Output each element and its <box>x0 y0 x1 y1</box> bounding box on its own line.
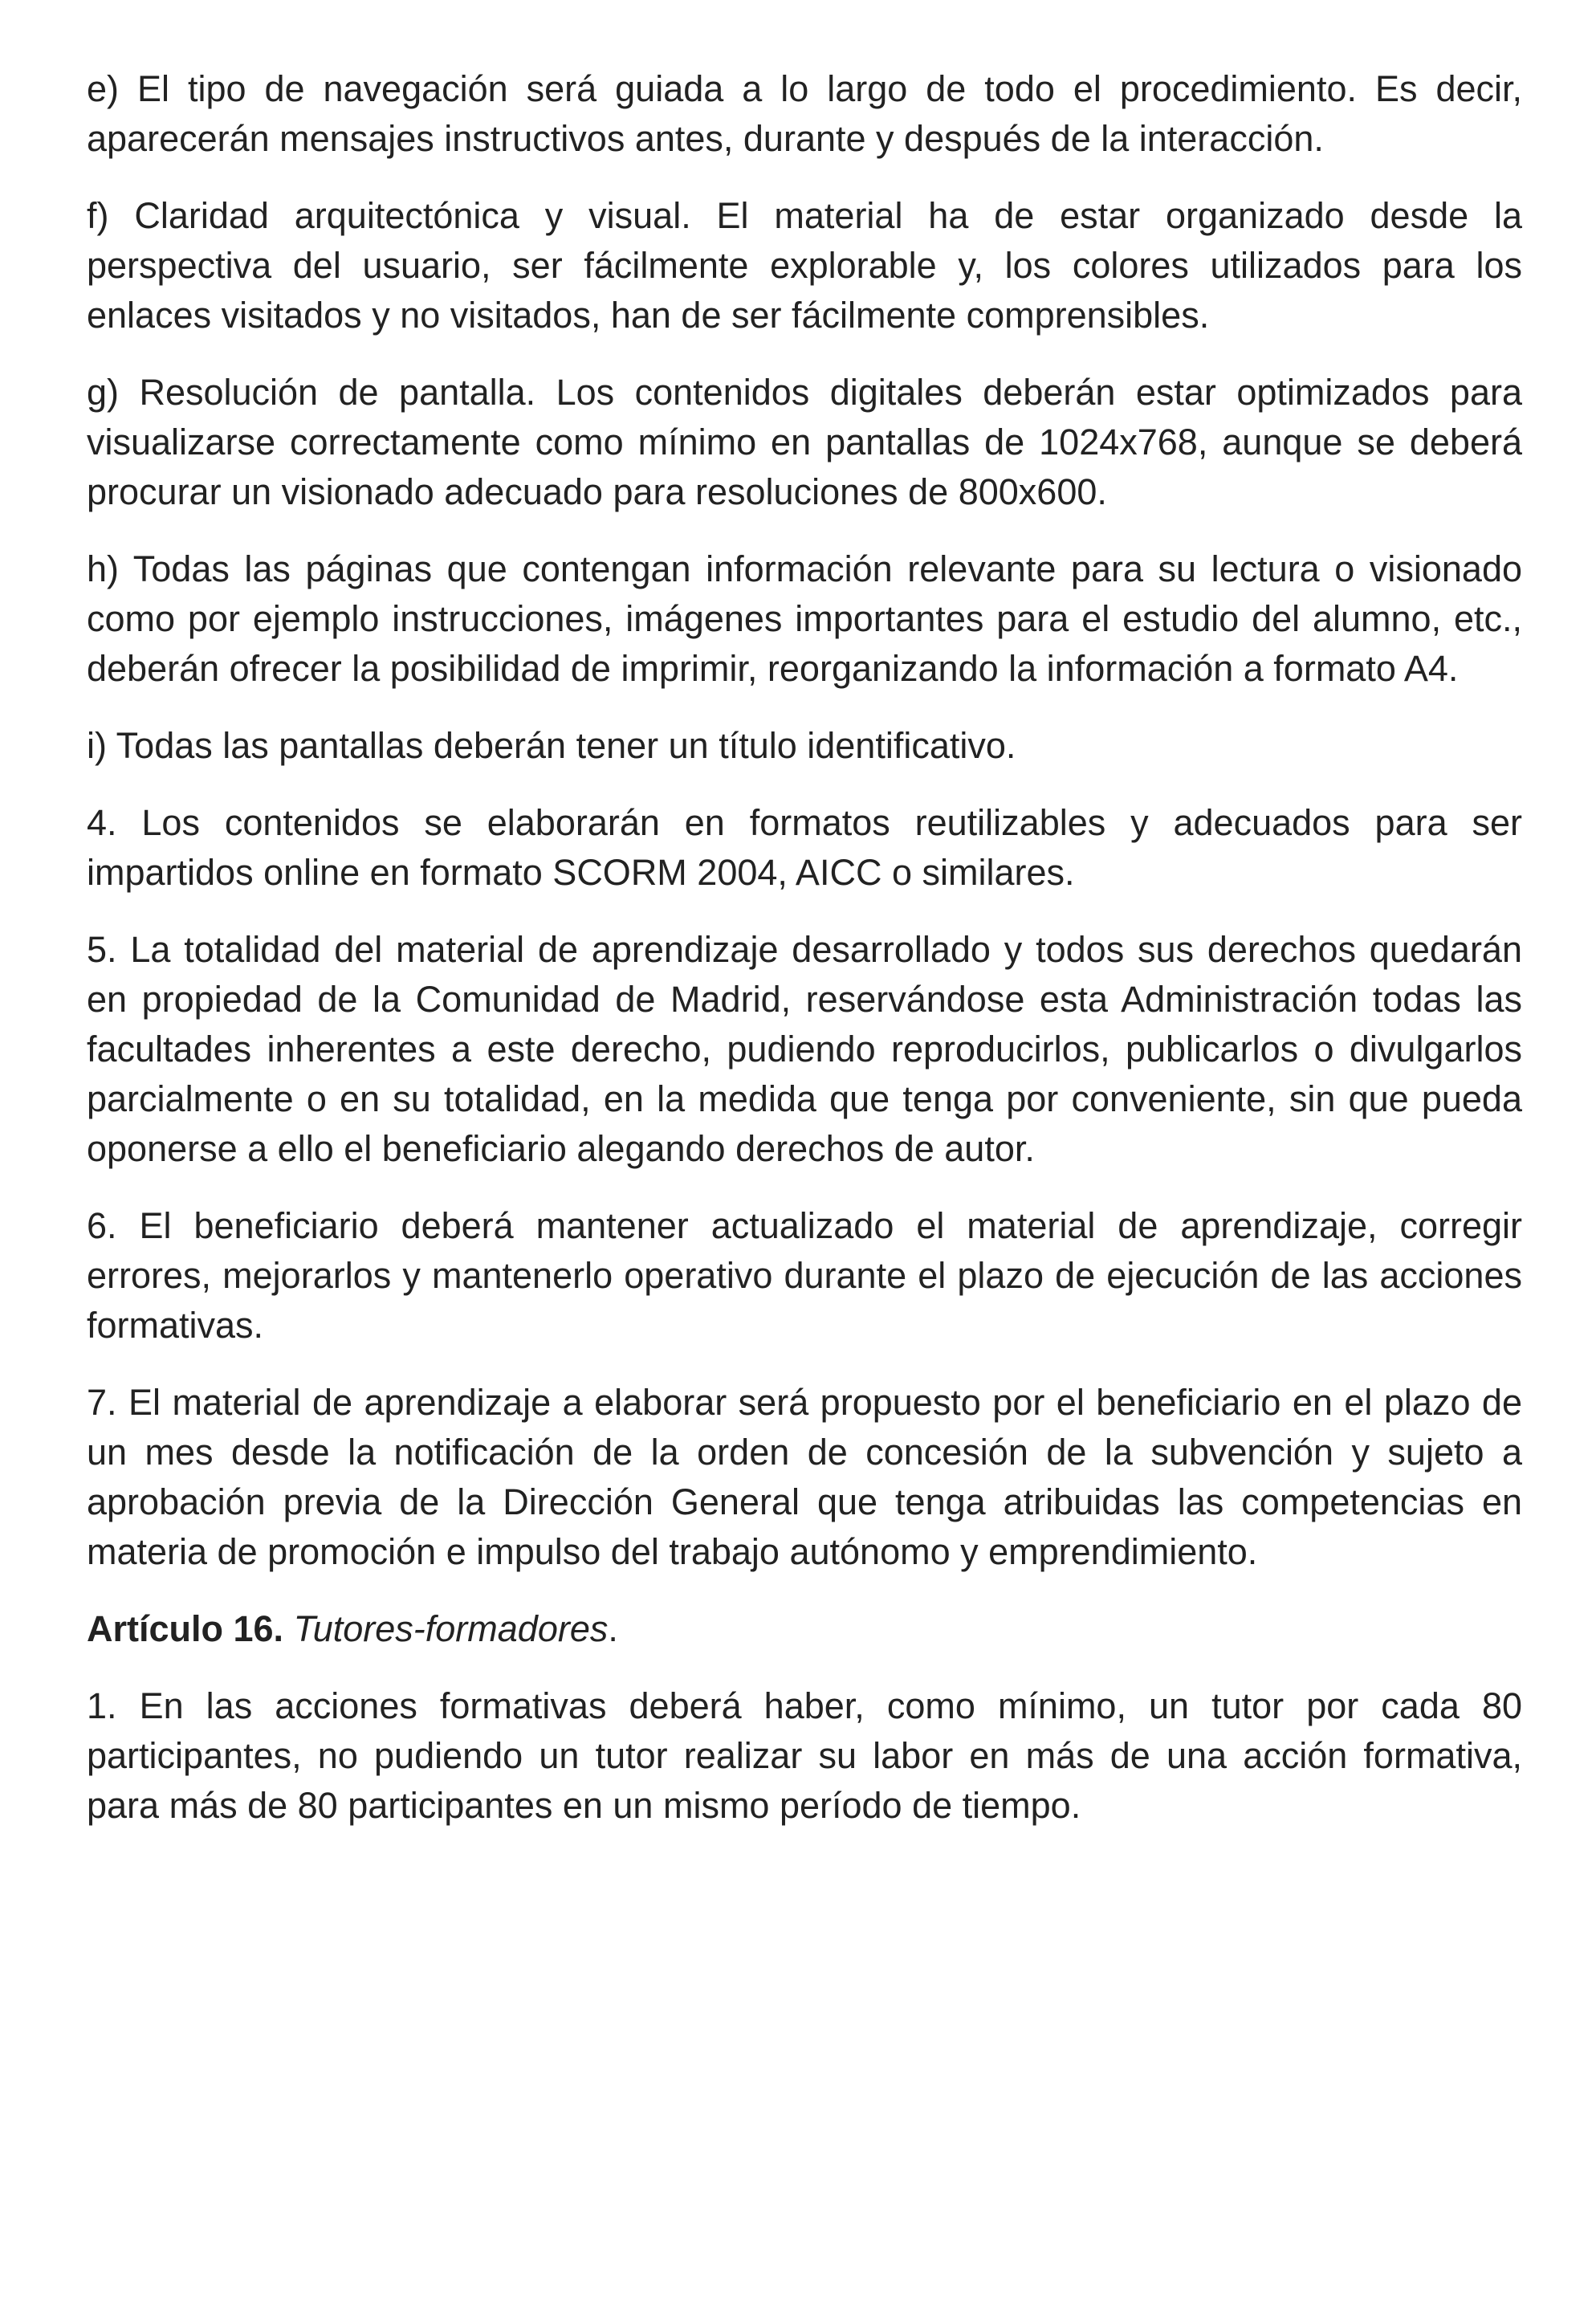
paragraph-f: f) Claridad arquitectónica y visual. El material ha de estar organizado desde la perspectiva del usuario, ser fácilmente explorable y, los colores utilizados para los enlaces visitados y no visitados, han de ser fácilmente comprensibles. <box>87 195 1522 336</box>
document-body <box>87 64 1522 1858</box>
article-title-period: . <box>608 1608 618 1649</box>
paragraph-g: g) Resolución de pantalla. Los contenidos digitales deberán estar optimizados para visualizarse correctamente como mínimo en pantallas de 1024x768, aunque se deberá procurar un visionado adecuado para resoluciones de 800x600. <box>87 372 1522 512</box>
paragraph-7: 7. El material de aprendizaje a elaborar será propuesto por el beneficiario en el plazo de un mes desde la notificación de la orden de concesión de la subvención y sujeto a aprobación previa de la Dirección General que tenga atribuidas las competencias en materia de promoción e impulso del trabajo autónomo y emprendimiento. <box>87 1382 1522 1572</box>
article-number: Artículo 16. <box>87 1608 284 1649</box>
paragraph-5: 5. La totalidad del material de aprendizaje desarrollado y todos sus derechos quedarán en propiedad de la Comunidad de Madrid, reservándose esta Administración todas las facultades inherentes a este derecho, pudiendo reproducirlos, publicarlos o divulgarlos parcialmente o en su totalidad, en la medida que tenga por conveniente, sin que pueda oponerse a ello el beneficiario alegando derechos de autor. <box>87 929 1522 1169</box>
paragraph-i: i) Todas las pantallas deberán tener un título identificativo. <box>87 725 1016 766</box>
article-title: Tutores-formadores <box>293 1608 609 1649</box>
paragraph-h: h) Todas las páginas que contengan información relevante para su lectura o visionado como por ejemplo instrucciones, imágenes importantes para el estudio del alumno, etc., deberán ofrecer la posibilidad de imprimir, reorganizando la información a formato A4. <box>87 548 1522 689</box>
article-16-paragraph-1: 1. En las acciones formativas deberá haber, como mínimo, un tutor por cada 80 participantes, no pudiendo un tutor realizar su labor en más de una acción formativa, para más de 80 participantes en un mismo período de tiempo. <box>87 1685 1522 1826</box>
paragraph-6: 6. El beneficiario deberá mantener actualizado el material de aprendizaje, corregir errores, mejorarlos y mantenerlo operativo durante el plazo de ejecución de las acciones formativas. <box>87 1205 1522 1346</box>
article-heading <box>87 1604 1522 1654</box>
paragraph-4: 4. Los contenidos se elaborarán en formatos reutilizables y adecuados para ser impartidos online en formato SCORM 2004, AICC o similares. <box>87 802 1522 893</box>
paragraph-e: e) El tipo de navegación será guiada a lo largo de todo el procedimiento. Es decir, aparecerán mensajes instructivos antes, durante y después de la interacción. <box>87 68 1522 159</box>
